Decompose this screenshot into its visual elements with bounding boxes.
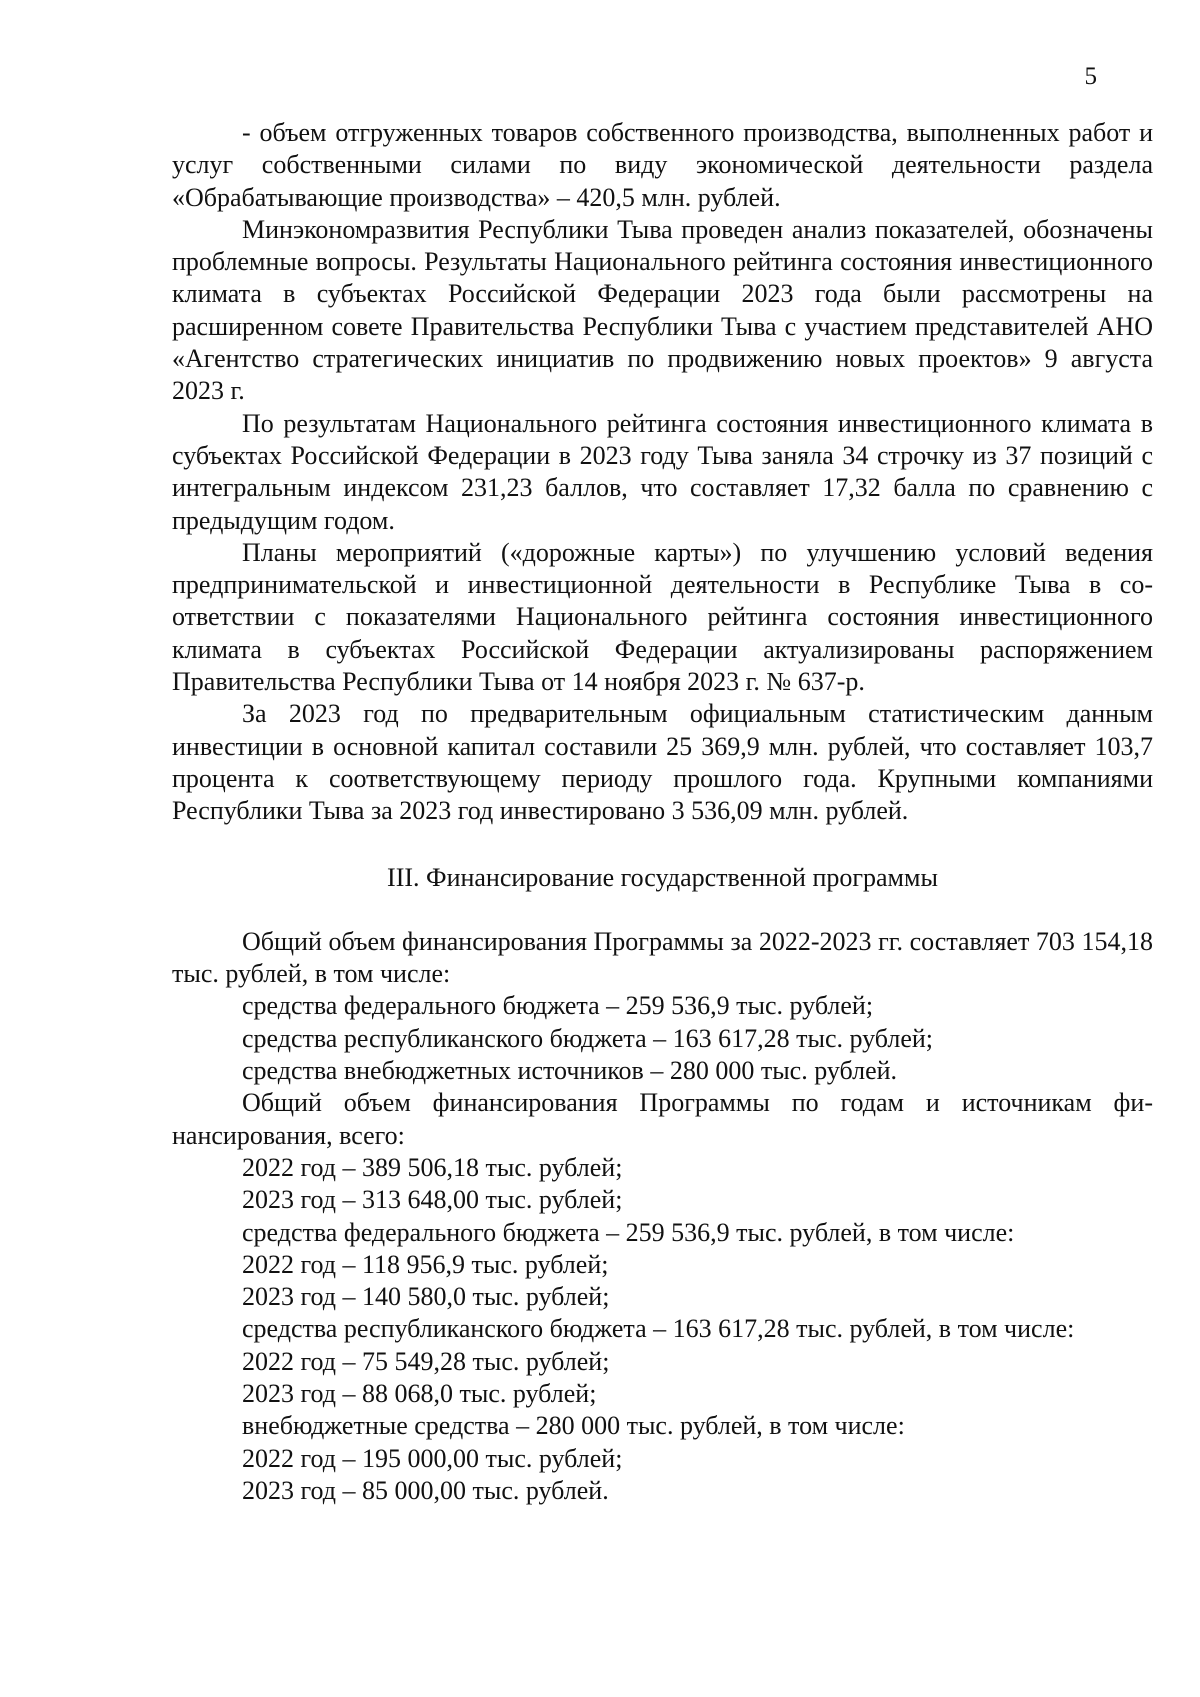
section-title: III. Финансирование государственной программы	[387, 862, 938, 892]
financing-line-extrabudgetary-2023: 2023 год – 85 000,00 тыс. рублей.	[242, 1475, 609, 1505]
financing-line-federal-2023: 2023 год – 140 580,0 тыс. рублей;	[242, 1282, 610, 1312]
paragraph-rating-results: По результатам Национального рейтинга состояния инвестиционного климата в субъектах Российской Федерации в 2023 году Тыва заняла 34 строчку из 37 позиций с интегральным индексом 231,23 баллов, что составляет 17,32 балла по сравнению с предыдущим годом.	[172, 408, 1153, 535]
financing-line-extrabudgetary: средства внебюджетных источников – 280 000 тыс. рублей.	[242, 1056, 898, 1086]
financing-line-federal: средства федерального бюджета – 259 536,9 тыс. рублей;	[242, 991, 874, 1021]
paragraph-investments: За 2023 год по предварительным официальным статистическим данным инвестиции в основной капитал составили 25 369,9 млн. рублей, что составляет 103,7 процента к соответствующему периоду прошлого года. Крупными компаниями Республики Тыва за 2023 год инвестировано 3 536,09 млн. рублей.	[172, 699, 1153, 826]
financing-line-2023-total: 2023 год – 313 648,00 тыс. рублей;	[242, 1185, 623, 1215]
paragraph-total-financing: Общий объем финансирования Программы за 2022-2023 гг. составляет 703 154,18 тыс. рублей, в том числе:	[172, 926, 1153, 989]
financing-line-republican-2023: 2023 год – 88 068,0 тыс. рублей;	[242, 1378, 597, 1408]
paragraph-financing-by-years: Общий объем финансирования Программы по годам и источникам финансирования, всего:	[172, 1088, 1153, 1150]
page-number: 5	[1084, 63, 1097, 90]
financing-line-republican: средства республиканского бюджета – 163 617,28 тыс. рублей;	[242, 1023, 934, 1053]
paragraph-republican-budget: средства республиканского бюджета – 163 617,28 тыс. рублей, в том числе:	[242, 1314, 1075, 1344]
paragraph-ministry-analysis: Минэкономразвития Республики Тыва проведен анализ показателей, обозначены проблемные вопросы. Результаты Национального рейтинга состояния инвестиционного климата в субъектах Российской Федерации 2023 года были рассмотрены на расширенном совете Правительства Республики Тыва с участием представителей АНО «Агентство стратегических инициатив по продвижению новых проектов» 9 августа 2023 г.	[172, 214, 1153, 406]
paragraph-shipped-goods: - объем отгруженных товаров собственного производства, выполненных работ и услуг собственными силами по виду экономической деятельности раздела «Обрабатывающие производства» – 420,5 млн. рублей.	[172, 118, 1153, 212]
document-body	[172, 117, 1153, 1507]
financing-line-federal-2022: 2022 год – 118 956,9 тыс. рублей;	[242, 1249, 609, 1279]
paragraph-roadmaps: Планы мероприятий («дорожные карты») по улучшению условий ведения предпринимательской и инвестиционной деятельности в Республике Тыва в соответствии с показателями Национального рейтинга состояния инвестиционного климата в субъектах Российской Федерации актуализированы распоряжением Правительства Республики Тыва от 14 ноября 2023 г. № 637-р.	[172, 537, 1153, 697]
financing-line-extrabudgetary-2022: 2022 год – 195 000,00 тыс. рублей;	[242, 1443, 623, 1473]
financing-line-extrabudgetary-funds: внебюджетные средства – 280 000 тыс. рублей, в том числе:	[242, 1411, 905, 1441]
financing-line-2022-total: 2022 год – 389 506,18 тыс. рублей;	[242, 1152, 623, 1182]
financing-line-republican-2022: 2022 год – 75 549,28 тыс. рублей;	[242, 1346, 610, 1376]
financing-line-federal-budget: средства федерального бюджета – 259 536,9 тыс. рублей, в том числе:	[242, 1217, 1015, 1247]
